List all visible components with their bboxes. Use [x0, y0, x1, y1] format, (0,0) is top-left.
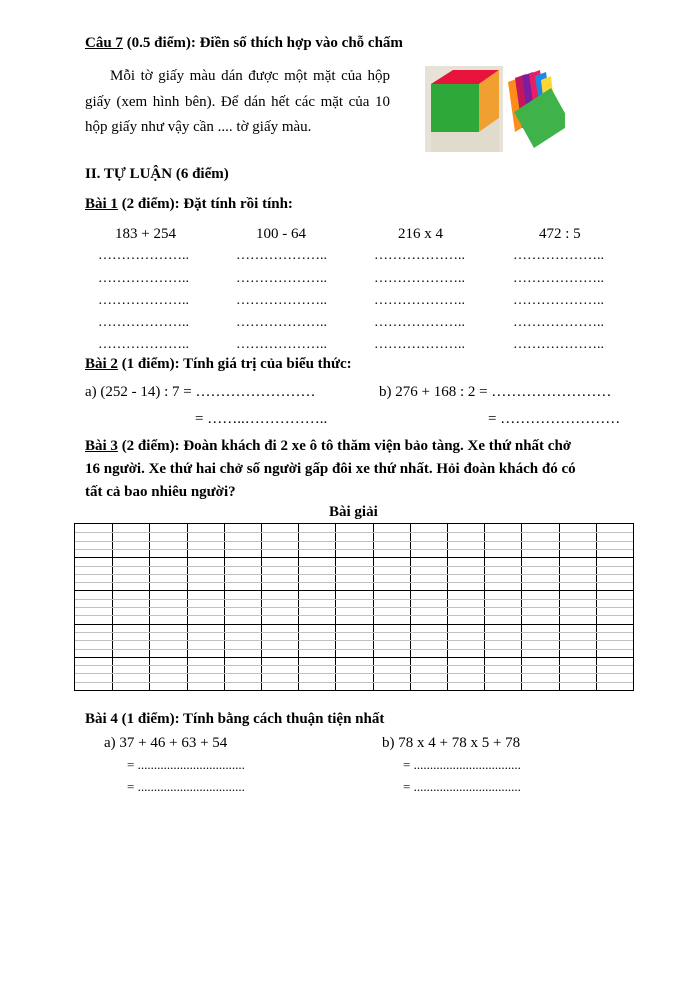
- bai1-dotted-line: ………………..: [374, 337, 465, 352]
- q7-title-prefix: Câu 7: [85, 35, 123, 51]
- bai1-dotted-line: ………………..: [513, 271, 604, 286]
- q7-title-rest: (0.5 điểm): Điền số thích hợp vào chỗ chấm: [122, 35, 403, 51]
- grid-row-line: [75, 582, 633, 583]
- bai1-problem-1: 183 + 254: [115, 226, 176, 242]
- grid-row-line: [75, 649, 633, 650]
- bai1-dotted-line: ………………..: [374, 315, 465, 330]
- q7-title: [85, 35, 403, 52]
- grid-row-line: [75, 532, 633, 533]
- bai1-title-prefix: Bài 1: [85, 196, 118, 212]
- bai4-b-line-1: = .................................: [403, 757, 521, 772]
- bai1-dotted-line: ………………..: [513, 337, 604, 352]
- cube-front-face: [431, 84, 479, 132]
- bai1-dotted-line: ………………..: [236, 293, 327, 308]
- bai1-dotted-line: ………………..: [236, 271, 327, 286]
- grid-row-line: [75, 541, 633, 542]
- bai1-dotted-line: ………………..: [98, 248, 189, 263]
- bai3-line-1-text: (2 điểm): Đoàn khách đi 2 xe ô tô thăm viện bảo tàng. Xe thứ nhất chở: [117, 438, 572, 454]
- bai1-title: [85, 196, 293, 213]
- bai2-a: a) (252 - 14) : 7 = ……………………: [85, 384, 316, 400]
- bai2-b-result: = ……………………: [488, 411, 621, 427]
- cube-and-papers-drawing: [425, 66, 565, 152]
- bai1-dotted-line: ………………..: [98, 293, 189, 308]
- bai2-b: b) 276 + 168 : 2 = ……………………: [379, 384, 612, 400]
- bai3-title-prefix: Bài 3: [85, 438, 118, 454]
- bai1-dotted-line: ………………..: [236, 248, 327, 263]
- grid-row-line: [75, 574, 633, 575]
- bai2-title-rest: (1 điểm): Tính giá trị của biểu thức:: [117, 356, 352, 372]
- bai3-solution-label: Bài giải: [329, 504, 378, 520]
- grid-row-line: [75, 566, 633, 567]
- grid-row-line: [75, 673, 633, 674]
- bai2-a-result: = ……..……………..: [195, 411, 328, 427]
- grid-row-line: [75, 599, 633, 600]
- grid-row-line: [75, 607, 633, 608]
- bai3-line-3: tất cả bao nhiêu người?: [85, 484, 236, 500]
- bai1-dotted-line: ………………..: [236, 315, 327, 330]
- grid-row-line: [75, 557, 633, 558]
- bai1-dotted-line: ………………..: [98, 315, 189, 330]
- grid-row-line: [75, 657, 633, 658]
- section-2-title: II. TỰ LUẬN (6 điểm): [85, 166, 229, 182]
- bai3-line-1: [85, 438, 571, 455]
- bai2-title-prefix: Bài 2: [85, 356, 118, 372]
- bai1-dotted-line: ………………..: [374, 271, 465, 286]
- bai3-line-2: 16 người. Xe thứ hai chở số người gấp đôi xe thứ nhất. Hỏi đoàn khách đó có: [85, 461, 576, 477]
- grid-row-line: [75, 590, 633, 591]
- bai4-title: Bài 4 (1 điểm): Tính bằng cách thuận tiện nhất: [85, 711, 385, 727]
- bai2-title: [85, 356, 352, 373]
- grid-row-line: [75, 549, 633, 550]
- bai1-dotted-line: ………………..: [236, 337, 327, 352]
- bai4-a-line-2: = .................................: [127, 779, 245, 794]
- bai4-a-line-1: = .................................: [127, 757, 245, 772]
- bai1-dotted-line: ………………..: [98, 337, 189, 352]
- bai1-dotted-line: ………………..: [513, 248, 604, 263]
- grid-row-line: [75, 615, 633, 616]
- grid-row-line: [75, 624, 633, 625]
- bai4-b: b) 78 x 4 + 78 x 5 + 78: [382, 735, 521, 751]
- bai4-b-line-2: = .................................: [403, 779, 521, 794]
- bai1-dotted-line: ………………..: [513, 315, 604, 330]
- bai1-problem-4: 472 : 5: [539, 226, 581, 242]
- colored-paper-cube-image: [425, 66, 565, 152]
- grid-row-line: [75, 640, 633, 641]
- grid-row-line: [75, 665, 633, 666]
- bai4-a: a) 37 + 46 + 63 + 54: [104, 735, 228, 751]
- bai1-problem-3: 216 x 4: [398, 226, 443, 242]
- grid-row-line: [75, 632, 633, 633]
- bai1-title-rest: (2 điểm): Đặt tính rồi tính:: [117, 196, 293, 212]
- bai1-problem-2: 100 - 64: [256, 226, 306, 242]
- bai1-dotted-line: ………………..: [98, 271, 189, 286]
- q7-paragraph: Mỗi tờ giấy màu dán được một mặt của hộp giấy (xem hình bên). Để dán hết các mặt của 10 hộp giấy như vậy cần .... tờ giấy màu.: [85, 68, 390, 135]
- grid-row-line: [75, 682, 633, 683]
- bai1-dotted-line: ………………..: [374, 248, 465, 263]
- solution-grid: [74, 523, 634, 691]
- bai1-dotted-line: ………………..: [513, 293, 604, 308]
- bai1-dotted-line: ………………..: [374, 293, 465, 308]
